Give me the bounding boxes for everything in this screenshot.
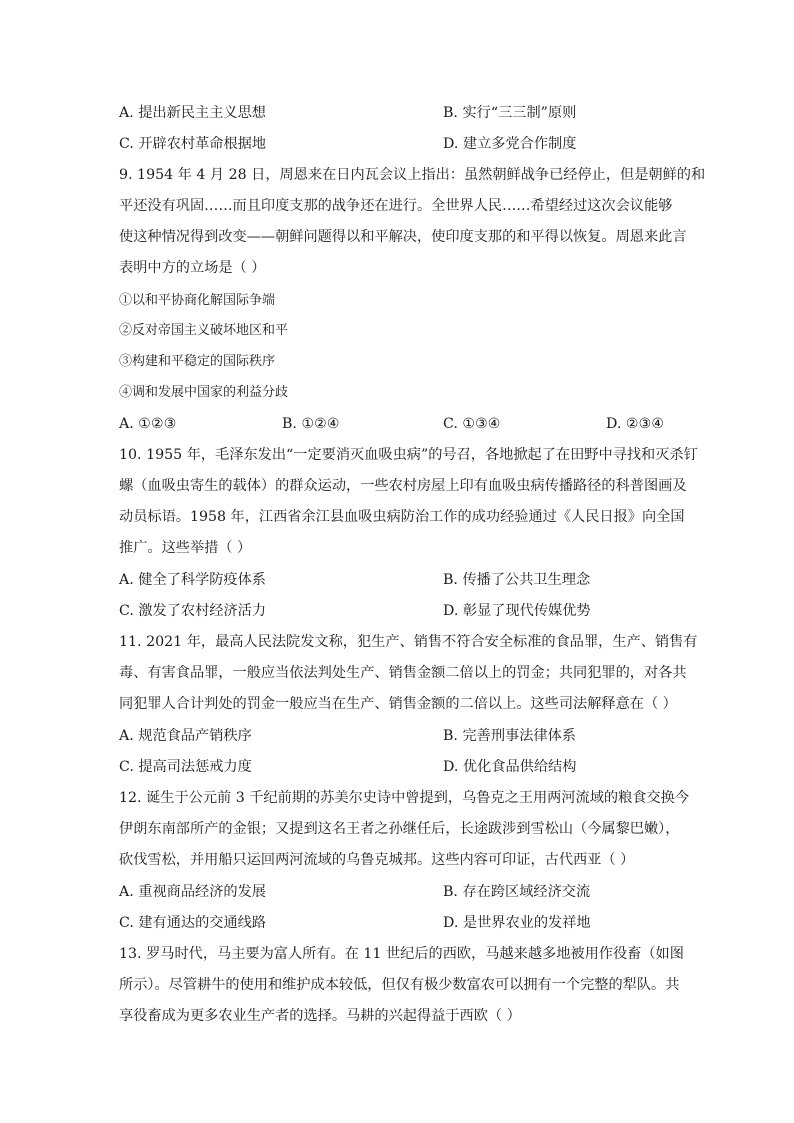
- q8-option-b: B. 实行“三三制”原则: [443, 105, 577, 121]
- q10-option-a: A. 健全了科学防疫体系: [119, 572, 266, 588]
- q10-stem-line-3: 动员标语。1958 年，江西省余江县血吸虫病防治工作的成功经验通过《人民日报》向全国: [119, 509, 685, 525]
- q10-stem-line-4: 推广。这些举措（ ）: [119, 540, 252, 556]
- q11-option-b: B. 完善刑事法律体系: [443, 728, 576, 744]
- q13-stem-line-1: 13. 罗马时代，马主要为富人所有。在 11 世纪后的西欧，马越来越多地被用作役畜（如图: [119, 946, 684, 962]
- q12-option-a: A. 重视商品经济的发展: [119, 884, 266, 900]
- q8-option-a: A. 提出新民主主义思想: [119, 105, 266, 121]
- q12-option-c: C. 建有通达的交通线路: [119, 915, 267, 931]
- q9-stem-line-4: 表明中方的立场是（ ）: [119, 260, 266, 276]
- q12-stem-line-3: 砍伐雪松，并用船只运回两河流域的乌鲁克城邦。这些内容可印证，古代西亚（ ）: [119, 852, 635, 868]
- q9-item-1: ①以和平协商化解国际争端: [119, 293, 276, 308]
- q12-stem-line-1: 12. 诞生于公元前 3 千纪前期的苏美尔史诗中曾提到，乌鲁克之王用两河流域的粮食交换今: [119, 790, 690, 806]
- q11-stem-line-3: 同犯罪人合计判处的罚金一般应当在生产、销售金额的二倍以上。这些司法解释意在（ ）: [119, 696, 677, 712]
- q8-option-d: D. 建立多党合作制度: [443, 136, 577, 152]
- q9-stem-line-1: 9. 1954 年 4 月 28 日，周恩来在日内瓦会议上指出：虽然朝鲜战争已经停止，但是朝鲜的和: [119, 167, 706, 183]
- q13-stem-line-2: 所示）。尽管耕牛的使用和维护成本较低，但仅有极少数富农可以拥有一个完整的犁队。共: [119, 977, 680, 993]
- q10-stem-line-2: 螺（血吸虫寄生的载体）的群众运动，一些农村房屋上印有血吸虫病传播路径的科普图画及: [119, 478, 687, 494]
- q9-item-3: ③构建和平稳定的国际秩序: [119, 354, 276, 369]
- q12-option-b: B. 存在跨区域经济交流: [443, 884, 591, 900]
- q9-item-4: ④调和发展中国家的利益分歧: [119, 385, 289, 400]
- q9-stem-line-3: 使这种情况得到改变——朝鲜问题得以和平解决，使印度支那的和平得以恢复。周恩来此言: [119, 229, 687, 245]
- q9-stem-line-2: 平还没有巩固……而且印度支那的战争还在进行。全世界人民……希望经过这次会议能够: [119, 198, 673, 214]
- q11-stem-line-2: 毒、有害食品罪，一般应当依法判处生产、销售金额二倍以上的罚金；共同犯罪的，对各共: [119, 665, 687, 681]
- q10-option-b: B. 传播了公共卫生理念: [443, 572, 591, 588]
- q11-option-d: D. 优化食品供给结构: [443, 759, 577, 775]
- q11-stem-line-1: 11. 2021 年，最高人民法院发文称，犯生产、销售不符合安全标准的食品罪，生产、销售有: [119, 634, 698, 650]
- q9-item-2: ②反对帝国主义破坏地区和平: [119, 323, 289, 338]
- q9-option-c: C. ①③④: [443, 416, 501, 432]
- q10-stem-line-1: 10. 1955 年，毛泽东发出“一定要消灭血吸虫病”的号召，各地掀起了在田野中寻找和灭杀钉: [119, 447, 698, 463]
- q10-option-c: C. 激发了农村经济活力: [119, 603, 267, 619]
- q9-option-a: A. ①②③: [119, 416, 177, 432]
- q9-option-b: B. ①②④: [282, 416, 340, 432]
- q12-option-d: D. 是世界农业的发祥地: [443, 915, 591, 931]
- q8-option-c: C. 开辟农村革命根据地: [119, 136, 267, 152]
- q11-option-a: A. 规范食品产销秩序: [119, 728, 252, 744]
- q12-stem-line-2: 伊朗东南部所产的金银；又提到这名王者之孙继任后，长途跋涉到雪松山（今属黎巴嫩），: [119, 821, 680, 837]
- q9-option-d: D. ②③④: [606, 416, 665, 432]
- q13-stem-line-3: 享役畜成为更多农业生产者的选择。马耕的兴起得益于西欧（ ）: [119, 1008, 521, 1024]
- q11-option-c: C. 提高司法惩戒力度: [119, 759, 252, 775]
- q10-option-d: D. 彰显了现代传媒优势: [443, 603, 591, 619]
